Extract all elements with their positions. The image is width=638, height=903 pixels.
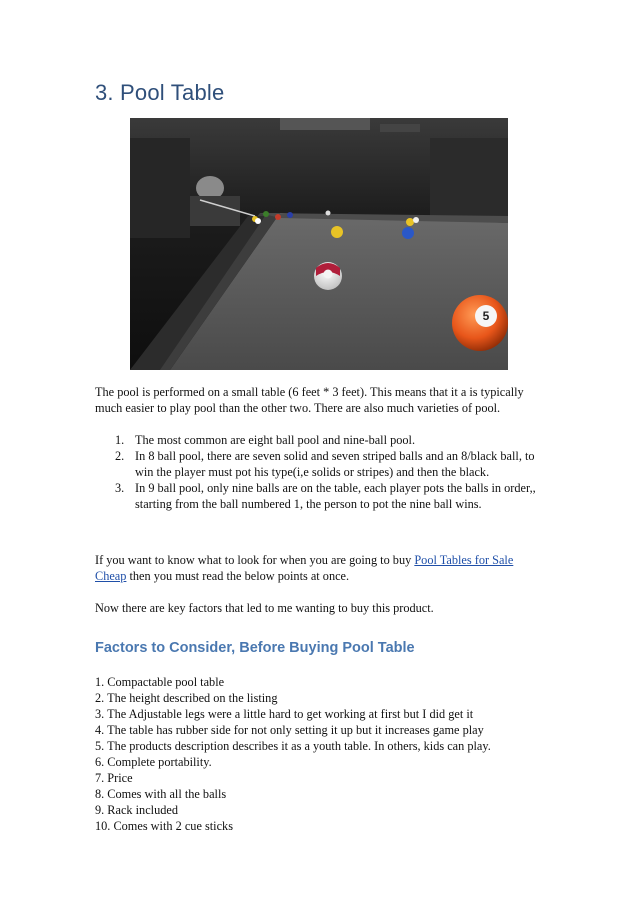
list-item: 3. The Adjustable legs were a little hard to get working at first but I did get it bbox=[95, 707, 474, 721]
factors-list bbox=[95, 674, 555, 834]
list-text: In 9 ball pool, only nine balls are on the table, each player pots the balls in order,, starting from the ball numbered 1, the person to pot the nine ball wins. bbox=[135, 481, 536, 511]
pool-types-list bbox=[95, 432, 545, 512]
ball-number-5: 5 bbox=[482, 309, 490, 323]
list-item bbox=[95, 432, 545, 448]
list-item: 2. The height described on the listing bbox=[95, 691, 278, 705]
list-item: 6. Complete portability. bbox=[95, 755, 212, 769]
buy-text-after: then you must read the below points at once. bbox=[126, 569, 350, 583]
factors-heading: Factors to Consider, Before Buying Pool Table bbox=[95, 640, 415, 656]
list-item: 9. Rack included bbox=[95, 803, 178, 817]
list-number: 2. bbox=[115, 449, 125, 463]
intro-paragraph: The pool is performed on a small table (6 feet * 3 feet). This means that it a is typically much easier to play pool than the other two. There are also much varieties of pool. bbox=[95, 385, 524, 415]
pool-tables-link[interactable]: Pool Tables for Sale Cheap bbox=[95, 553, 514, 583]
list-item: 5. The products description describes it as a youth table. In others, kids can play. bbox=[95, 739, 491, 753]
pool-table-illustration bbox=[130, 118, 508, 370]
list-item: 1. Compactable pool table bbox=[95, 675, 225, 689]
pool-table-photo bbox=[130, 118, 508, 370]
list-item bbox=[95, 448, 545, 480]
list-number: 3. bbox=[115, 481, 125, 495]
list-text: In 8 ball pool, there are seven solid and seven striped balls and an 8/black ball, to win the player must pot his type(i,e solids or stripes) and then the black. bbox=[135, 449, 535, 479]
buy-paragraph bbox=[95, 552, 545, 584]
list-item: 4. The table has rubber side for not only setting it up but it increases game play bbox=[95, 723, 484, 737]
buy-text-before: If you want to know what to look for when you are going to buy bbox=[95, 553, 415, 567]
list-item bbox=[95, 480, 545, 512]
list-item: 10. Comes with 2 cue sticks bbox=[95, 819, 233, 833]
list-item: 8. Comes with all the balls bbox=[95, 787, 227, 801]
list-number: 1. bbox=[115, 433, 125, 447]
section-title: 3. Pool Table bbox=[95, 80, 225, 105]
list-text: The most common are eight ball pool and nine-ball pool. bbox=[135, 433, 416, 447]
list-item: 7. Price bbox=[95, 771, 133, 785]
key-factors-sentence: Now there are key factors that led to me wanting to buy this product. bbox=[95, 601, 434, 615]
